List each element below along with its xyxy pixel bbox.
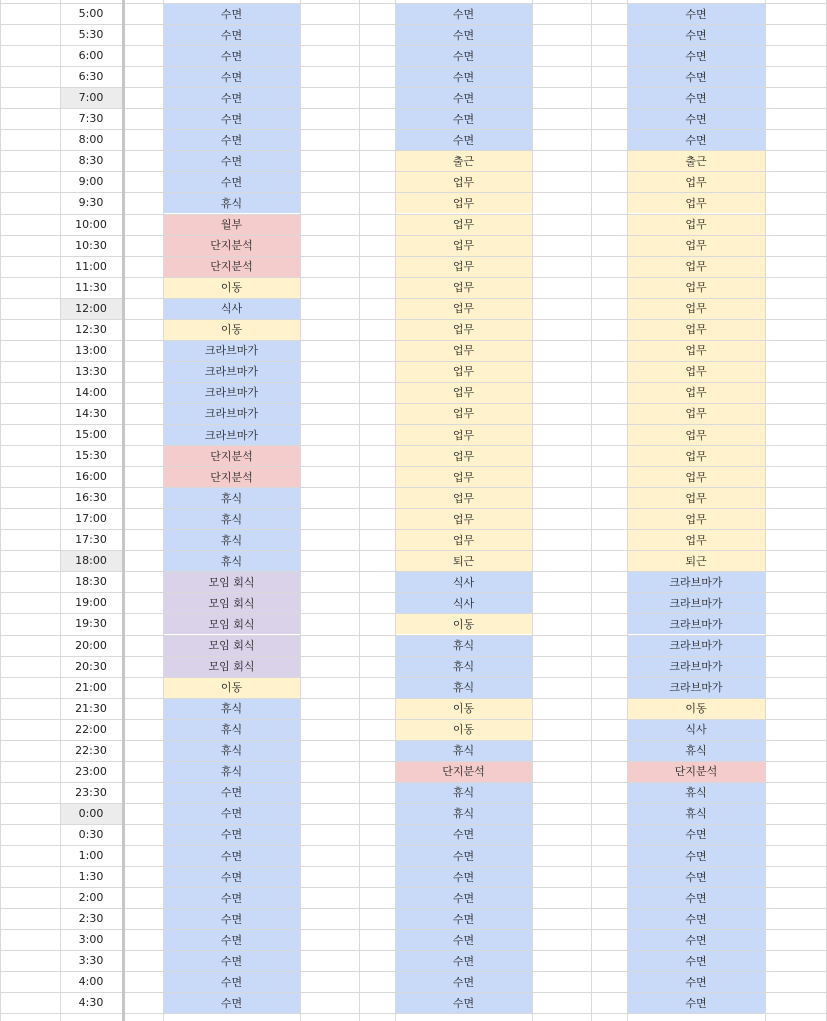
schedule-cell[interactable]: 수면 <box>163 824 300 845</box>
schedule-cell[interactable]: 업무 <box>627 298 765 319</box>
schedule-cell[interactable]: 수면 <box>395 24 532 45</box>
time-cell[interactable]: 22:00 <box>75 722 107 736</box>
schedule-cell[interactable]: 업무 <box>395 382 532 403</box>
schedule-cell[interactable]: 수면 <box>163 887 300 908</box>
schedule-cell[interactable]: 휴식 <box>395 656 532 677</box>
schedule-cell[interactable]: 수면 <box>163 129 300 150</box>
time-cell[interactable]: 10:00 <box>75 217 107 231</box>
schedule-cell[interactable]: 크라브마가 <box>163 424 300 445</box>
schedule-cell[interactable]: 단지분석 <box>395 761 532 782</box>
schedule-cell[interactable]: 수면 <box>627 971 765 992</box>
schedule-cell[interactable]: 수면 <box>163 171 300 192</box>
time-cell[interactable]: 10:30 <box>75 238 107 252</box>
schedule-cell[interactable]: 단지분석 <box>163 256 300 277</box>
schedule-cell[interactable]: 크라브마가 <box>163 403 300 424</box>
schedule-cell[interactable]: 업무 <box>395 424 532 445</box>
schedule-cell[interactable]: 업무 <box>395 319 532 340</box>
time-cell[interactable]: 20:30 <box>75 659 107 673</box>
schedule-cell[interactable]: 휴식 <box>627 740 765 761</box>
time-cell[interactable]: 13:30 <box>75 364 107 378</box>
schedule-cell[interactable]: 수면 <box>163 908 300 929</box>
schedule-cell[interactable]: 수면 <box>627 950 765 971</box>
column-gridline <box>532 0 533 1021</box>
schedule-cell[interactable]: 크라브마가 <box>163 361 300 382</box>
time-cell[interactable]: 4:00 <box>78 975 104 989</box>
schedule-cell[interactable]: 출근 <box>627 150 765 171</box>
time-cell[interactable]: 23:30 <box>75 785 107 799</box>
schedule-cell[interactable]: 업무 <box>627 487 765 508</box>
schedule-cell[interactable]: 수면 <box>395 3 532 24</box>
schedule-cell[interactable]: 수면 <box>395 992 532 1013</box>
schedule-cell[interactable]: 업무 <box>627 319 765 340</box>
schedule-cell[interactable]: 휴식 <box>163 487 300 508</box>
schedule-cell[interactable]: 수면 <box>627 87 765 108</box>
time-cell[interactable]: 8:00 <box>78 133 104 147</box>
schedule-cell[interactable]: 단지분석 <box>163 466 300 487</box>
schedule-cell[interactable]: 업무 <box>627 403 765 424</box>
schedule-cell[interactable]: 수면 <box>627 908 765 929</box>
time-cell[interactable]: 5:00 <box>78 7 104 21</box>
schedule-cell[interactable]: 모임 회식 <box>163 613 300 634</box>
frozen-column-divider[interactable] <box>122 0 125 1021</box>
time-cell[interactable]: 17:30 <box>75 533 107 547</box>
schedule-cell[interactable]: 모임 회식 <box>163 635 300 656</box>
time-cell[interactable]: 13:00 <box>75 343 107 357</box>
schedule-cell[interactable]: 휴식 <box>627 782 765 803</box>
time-cell[interactable]: 0:30 <box>78 827 104 841</box>
schedule-cell[interactable]: 업무 <box>395 445 532 466</box>
schedule-cell[interactable]: 식사 <box>627 719 765 740</box>
schedule-cell[interactable]: 수면 <box>395 950 532 971</box>
schedule-cell[interactable]: 수면 <box>163 782 300 803</box>
schedule-cell[interactable]: 수면 <box>627 824 765 845</box>
time-cell[interactable]: 19:00 <box>75 596 107 610</box>
schedule-cell[interactable]: 휴식 <box>395 740 532 761</box>
schedule-cell[interactable]: 수면 <box>395 971 532 992</box>
schedule-cell[interactable]: 식사 <box>163 298 300 319</box>
schedule-cell[interactable]: 크라브마가 <box>627 592 765 613</box>
time-cell[interactable]: 3:30 <box>78 954 104 968</box>
schedule-cell[interactable]: 수면 <box>163 87 300 108</box>
time-cell[interactable]: 18:00 <box>60 550 122 571</box>
time-cell[interactable]: 14:00 <box>75 385 107 399</box>
schedule-cell[interactable]: 이동 <box>627 698 765 719</box>
schedule-cell[interactable]: 수면 <box>627 992 765 1013</box>
schedule-cell[interactable]: 휴식 <box>627 803 765 824</box>
schedule-cell[interactable]: 휴식 <box>395 635 532 656</box>
schedule-cell[interactable]: 수면 <box>395 866 532 887</box>
schedule-cell[interactable]: 업무 <box>395 403 532 424</box>
time-cell[interactable]: 0:00 <box>60 803 122 824</box>
time-cell[interactable]: 17:00 <box>75 512 107 526</box>
schedule-cell[interactable]: 출근 <box>395 150 532 171</box>
schedule-cell[interactable]: 수면 <box>163 992 300 1013</box>
schedule-cell[interactable]: 수면 <box>163 950 300 971</box>
schedule-cell[interactable]: 업무 <box>395 466 532 487</box>
schedule-cell[interactable]: 이동 <box>395 613 532 634</box>
column-gridline <box>60 0 61 1021</box>
schedule-cell[interactable]: 업무 <box>395 298 532 319</box>
time-cell[interactable]: 20:00 <box>75 638 107 652</box>
time-cell[interactable]: 9:00 <box>78 175 104 189</box>
schedule-cell[interactable]: 수면 <box>627 45 765 66</box>
time-cell[interactable]: 18:30 <box>75 575 107 589</box>
schedule-cell[interactable]: 수면 <box>163 929 300 950</box>
schedule-cell[interactable]: 크라브마가 <box>627 677 765 698</box>
time-cell[interactable]: 8:30 <box>78 154 104 168</box>
schedule-cell[interactable]: 수면 <box>163 971 300 992</box>
schedule-cell[interactable]: 업무 <box>395 340 532 361</box>
schedule-cell[interactable]: 업무 <box>395 529 532 550</box>
time-cell[interactable]: 1:00 <box>78 849 104 863</box>
time-cell[interactable]: 16:30 <box>75 491 107 505</box>
schedule-cell[interactable]: 수면 <box>627 866 765 887</box>
column-gridline <box>395 0 396 1021</box>
schedule-cell[interactable]: 모임 회식 <box>163 592 300 613</box>
schedule-cell[interactable]: 이동 <box>395 719 532 740</box>
time-cell[interactable]: 3:00 <box>78 933 104 947</box>
schedule-cell[interactable]: 휴식 <box>163 508 300 529</box>
schedule-cell[interactable]: 업무 <box>627 508 765 529</box>
schedule-cell[interactable]: 식사 <box>395 571 532 592</box>
time-cell[interactable]: 23:00 <box>75 764 107 778</box>
schedule-cell[interactable]: 수면 <box>163 866 300 887</box>
schedule-cell[interactable]: 퇴근 <box>627 550 765 571</box>
time-cell[interactable]: 9:30 <box>78 196 104 210</box>
schedule-cell[interactable]: 수면 <box>627 929 765 950</box>
schedule-cell[interactable]: 업무 <box>627 361 765 382</box>
column-gridline <box>765 0 766 1021</box>
schedule-cell[interactable]: 수면 <box>163 66 300 87</box>
schedule-cell[interactable]: 수면 <box>395 66 532 87</box>
schedule-cell[interactable]: 수면 <box>627 66 765 87</box>
schedule-cell[interactable]: 크라브마가 <box>163 382 300 403</box>
schedule-cell[interactable]: 모임 회식 <box>163 571 300 592</box>
schedule-cell[interactable]: 업무 <box>627 382 765 403</box>
column-gridline <box>0 0 1 1021</box>
schedule-cell[interactable]: 업무 <box>395 487 532 508</box>
schedule-cell[interactable]: 수면 <box>395 129 532 150</box>
schedule-cell[interactable]: 수면 <box>163 24 300 45</box>
schedule-cell[interactable]: 수면 <box>163 3 300 24</box>
schedule-cell[interactable]: 모임 회식 <box>163 656 300 677</box>
schedule-cell[interactable]: 이동 <box>395 698 532 719</box>
schedule-cell[interactable]: 업무 <box>627 171 765 192</box>
schedule-cell[interactable]: 업무 <box>627 277 765 298</box>
time-cell[interactable]: 16:00 <box>75 470 107 484</box>
schedule-cell[interactable]: 업무 <box>627 340 765 361</box>
schedule-cell[interactable]: 퇴근 <box>395 550 532 571</box>
schedule-cell[interactable]: 업무 <box>395 277 532 298</box>
column-gridline <box>359 0 360 1021</box>
schedule-cell[interactable]: 수면 <box>395 845 532 866</box>
schedule-cell[interactable]: 수면 <box>627 845 765 866</box>
schedule-cell[interactable]: 업무 <box>627 214 765 235</box>
schedule-cell[interactable]: 업무 <box>395 214 532 235</box>
time-cell[interactable]: 6:30 <box>78 70 104 84</box>
schedule-cell[interactable]: 휴식 <box>163 550 300 571</box>
schedule-cell[interactable]: 업무 <box>627 235 765 256</box>
schedule-cell[interactable]: 크라브마가 <box>163 340 300 361</box>
schedule-cell[interactable]: 업무 <box>627 424 765 445</box>
schedule-cell[interactable]: 업무 <box>627 192 765 213</box>
time-cell[interactable]: 15:30 <box>75 449 107 463</box>
schedule-cell[interactable]: 크라브마가 <box>627 571 765 592</box>
schedule-cell[interactable]: 휴식 <box>163 740 300 761</box>
schedule-cell[interactable]: 업무 <box>395 171 532 192</box>
time-cell[interactable]: 7:00 <box>60 87 122 108</box>
schedule-cell[interactable]: 수면 <box>627 24 765 45</box>
schedule-cell[interactable]: 휴식 <box>163 192 300 213</box>
schedule-cell[interactable]: 수면 <box>395 108 532 129</box>
schedule-cell[interactable]: 업무 <box>395 256 532 277</box>
time-cell[interactable]: 12:00 <box>60 298 122 319</box>
schedule-cell[interactable]: 업무 <box>395 361 532 382</box>
schedule-cell[interactable]: 수면 <box>163 45 300 66</box>
time-cell[interactable]: 6:00 <box>78 49 104 63</box>
schedule-cell[interactable]: 수면 <box>163 845 300 866</box>
schedule-cell[interactable]: 크라브마가 <box>627 613 765 634</box>
schedule-cell[interactable]: 단지분석 <box>163 235 300 256</box>
time-cell[interactable]: 11:00 <box>75 259 107 273</box>
schedule-cell[interactable]: 수면 <box>395 87 532 108</box>
time-cell[interactable]: 4:30 <box>78 996 104 1010</box>
schedule-cell[interactable]: 이동 <box>163 277 300 298</box>
schedule-cell[interactable]: 휴식 <box>163 529 300 550</box>
schedule-cell[interactable]: 수면 <box>163 108 300 129</box>
time-cell[interactable]: 2:30 <box>78 912 104 926</box>
schedule-cell[interactable]: 수면 <box>163 803 300 824</box>
schedule-cell[interactable]: 휴식 <box>395 803 532 824</box>
schedule-cell[interactable]: 업무 <box>627 256 765 277</box>
schedule-cell[interactable]: 휴식 <box>395 782 532 803</box>
schedule-cell[interactable]: 수면 <box>395 45 532 66</box>
time-cell[interactable]: 1:30 <box>78 870 104 884</box>
time-cell[interactable]: 21:00 <box>75 680 107 694</box>
time-cell[interactable]: 11:30 <box>75 280 107 294</box>
schedule-cell[interactable]: 크라브마가 <box>627 635 765 656</box>
schedule-cell[interactable]: 휴식 <box>163 698 300 719</box>
time-cell[interactable]: 14:30 <box>75 406 107 420</box>
schedule-cell[interactable]: 단지분석 <box>627 761 765 782</box>
time-cell[interactable]: 19:30 <box>75 617 107 631</box>
schedule-cell[interactable]: 수면 <box>163 150 300 171</box>
schedule-cell[interactable]: 수면 <box>627 887 765 908</box>
schedule-cell[interactable]: 휴식 <box>395 677 532 698</box>
schedule-cell[interactable]: 이동 <box>163 677 300 698</box>
schedule-cell[interactable]: 수면 <box>395 824 532 845</box>
time-cell[interactable]: 15:00 <box>75 428 107 442</box>
schedule-cell[interactable]: 휴식 <box>163 719 300 740</box>
time-cell[interactable]: 22:30 <box>75 743 107 757</box>
schedule-cell[interactable]: 업무 <box>395 508 532 529</box>
schedule-cell[interactable]: 수면 <box>395 929 532 950</box>
column-gridline <box>591 0 592 1021</box>
schedule-cell[interactable]: 수면 <box>627 108 765 129</box>
schedule-cell[interactable]: 업무 <box>395 192 532 213</box>
column-gridline <box>163 0 164 1021</box>
column-gridline <box>300 0 301 1021</box>
time-cell[interactable]: 21:30 <box>75 701 107 715</box>
schedule-cell[interactable]: 식사 <box>395 592 532 613</box>
schedule-cell[interactable]: 크라브마가 <box>627 656 765 677</box>
schedule-cell[interactable]: 업무 <box>627 466 765 487</box>
column-gridline <box>627 0 628 1021</box>
time-cell[interactable]: 5:30 <box>78 28 104 42</box>
schedule-cell[interactable]: 단지분석 <box>163 445 300 466</box>
time-cell[interactable]: 7:30 <box>78 112 104 126</box>
schedule-cell[interactable]: 업무 <box>627 529 765 550</box>
schedule-cell[interactable]: 수면 <box>627 3 765 24</box>
schedule-cell[interactable]: 수면 <box>395 908 532 929</box>
schedule-cell[interactable]: 수면 <box>395 887 532 908</box>
schedule-cell[interactable]: 업무 <box>395 235 532 256</box>
schedule-cell[interactable]: 업무 <box>627 445 765 466</box>
schedule-cell[interactable]: 이동 <box>163 319 300 340</box>
schedule-cell[interactable]: 휴식 <box>163 761 300 782</box>
schedule-cell[interactable]: 월부 <box>163 214 300 235</box>
time-cell[interactable]: 2:00 <box>78 891 104 905</box>
schedule-cell[interactable]: 수면 <box>627 129 765 150</box>
time-cell[interactable]: 12:30 <box>75 322 107 336</box>
